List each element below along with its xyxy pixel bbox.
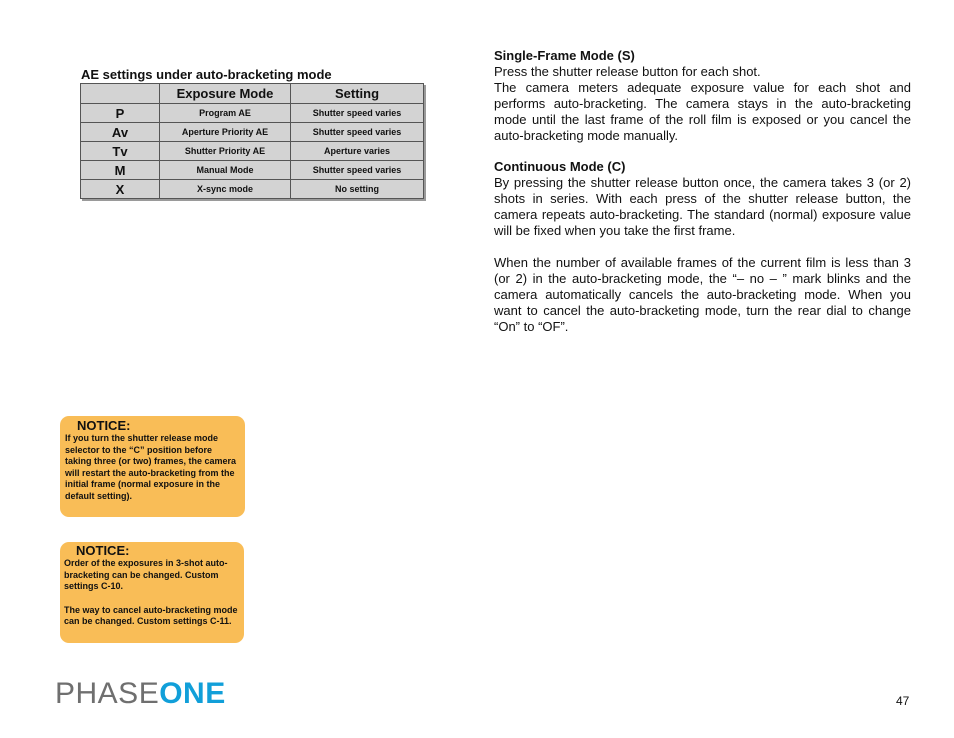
table-row — [81, 180, 424, 199]
phase-one-logo — [55, 677, 226, 711]
cell-mode: Tv — [81, 142, 160, 161]
notice-text: If you turn the shutter release mode selector to the “C” position before taking three (or two) frames, the camera will restart the auto-bracketing from the initial frame (normal exposure in the default setting). — [65, 433, 237, 501]
cell-setting: Aperture varies — [291, 142, 424, 161]
continuous-body: By pressing the shutter release button once, the camera takes 3 (or 2) shots in series. With each press of the shutter release button, the camera repeats auto-bracketing. The standard (normal) exposure value will be fixed when you take the first frame. — [494, 175, 911, 238]
single-frame-heading: Single-Frame Mode (S) — [494, 48, 635, 63]
continuous-heading: Continuous Mode (C) — [494, 159, 626, 174]
cell-setting: No setting — [291, 180, 424, 199]
notice-text-1: Order of the exposures in 3-shot auto-bracketing can be changed. Custom settings C-10. — [64, 558, 228, 591]
header-setting: Setting — [291, 84, 424, 104]
cell-mode: X — [81, 180, 160, 199]
logo-part-one: ONE — [159, 677, 226, 710]
notice-box-1 — [60, 416, 245, 517]
ae-settings-table — [80, 83, 424, 199]
header-exposure-mode: Exposure Mode — [160, 84, 291, 104]
cell-setting: Shutter speed varies — [291, 161, 424, 180]
table-row — [81, 104, 424, 123]
cell-mode: M — [81, 161, 160, 180]
table-title: AE settings under auto-bracketing mode — [81, 67, 332, 82]
cell-exposure: Aperture Priority AE — [160, 123, 291, 142]
cell-setting: Shutter speed varies — [291, 104, 424, 123]
notice-box-2 — [60, 542, 244, 643]
page-number: 47 — [896, 694, 910, 708]
table-row — [81, 123, 424, 142]
cell-exposure: Program AE — [160, 104, 291, 123]
cell-mode: Av — [81, 123, 160, 142]
table-row — [81, 142, 424, 161]
logo-part-phase: PHASE — [55, 677, 160, 710]
table-row — [81, 161, 424, 180]
header-empty — [81, 84, 160, 104]
table-header-row — [81, 84, 424, 104]
cell-setting: Shutter speed varies — [291, 123, 424, 142]
right-column — [494, 48, 911, 335]
notice-heading: NOTICE: — [76, 543, 130, 558]
single-frame-body: The camera meters adequate exposure value for each shot and performs auto-bracketing. The camera stays in the auto-bracketing mode until the last frame of the roll film is exposed or you cancel the auto-bracketing mode manually. — [494, 80, 911, 143]
cell-mode: P — [81, 104, 160, 123]
cell-exposure: Shutter Priority AE — [160, 142, 291, 161]
notice-heading: NOTICE: — [77, 418, 131, 433]
cell-exposure: X-sync mode — [160, 180, 291, 199]
continuous-body2: When the number of available frames of the current film is less than 3 (or 2) in the auto-bracketing mode, the “– no – ” mark blinks and the camera automatically cancels the auto-bracketing mode. When you want to cancel the auto-bracketing mode, turn the rear dial to change “On” to “OF”. — [494, 255, 911, 334]
single-frame-line1: Press the shutter release button for each shot. — [494, 64, 761, 79]
cell-exposure: Manual Mode — [160, 161, 291, 180]
notice-text-2: The way to cancel auto-bracketing mode can be changed. Custom settings C-11. — [64, 604, 238, 626]
